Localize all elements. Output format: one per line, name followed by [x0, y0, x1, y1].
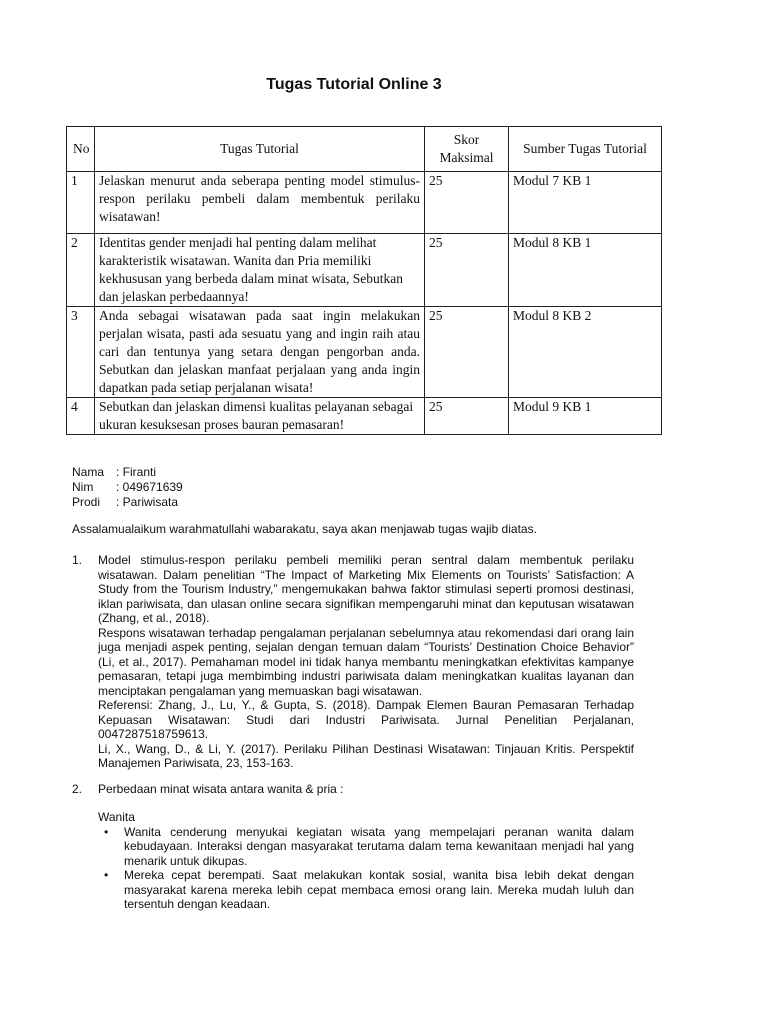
answer-number: 2.	[72, 781, 83, 796]
answers-section	[72, 553, 634, 923]
row-source: Modul 7 KB 1	[509, 172, 662, 234]
task-table	[66, 126, 662, 435]
answer-number: 1.	[72, 553, 83, 567]
bullet-icon: •	[104, 868, 109, 882]
answer-body	[98, 782, 634, 912]
row-score: 25	[425, 307, 509, 398]
header-no: No	[67, 127, 95, 172]
header-task: Tugas Tutorial	[95, 127, 425, 172]
document-title: Tugas Tutorial Online 3	[266, 76, 442, 93]
bullet-text: Mereka cepat berempati. Saat melakukan kontak sosial, wanita bisa lebih dekat dengan masyarakat karena mereka lebih cepat membaca emosi orang lain. Mereka mudah luluh dan tersentuh dengan keadaan.	[124, 868, 634, 911]
table-row	[67, 398, 662, 435]
bullet-text: Wanita cenderung menyukai kegiatan wisata yang mempelajari peranan wanita dalam kebudayaan. Interaksi dengan masyarakat terutama dalam tema kewanitaan menjadi hal yang menarik untuk dikupas.	[124, 824, 634, 868]
bullet-icon: •	[104, 824, 109, 839]
row-no: 1	[67, 172, 95, 234]
row-no: 4	[67, 398, 95, 435]
answer-paragraph: Respons wisatawan terhadap pengalaman perjalanan sebelumnya atau rekomendasi dari orang lain juga menjadi aspek penting, sejalan dengan temuan dalam “Tourists’ Destination Choice Behavior” (Li, et al., 2017). Pemahaman model ini tidak hanya membantu meningkatkan efektivitas kampanye pemasaran, tetapi juga membimbing industri pariwisata dalam meningkatkan kualitas layanan dan menciptakan pengalaman yang memuaskan bagi wisatawan.	[98, 625, 634, 698]
list-item	[98, 868, 634, 912]
answer-1	[72, 553, 634, 771]
name-value: : Firanti	[116, 465, 157, 479]
header-score: Skor Maksimal	[425, 127, 509, 172]
nim-value: : 049671639	[116, 480, 183, 494]
student-identity	[72, 465, 183, 510]
row-task: Anda sebagai wisatawan pada saat ingin melakukan perjalan wisata, pasti ada sesuatu yang and ingin raih atau cari dan tentunya yang setara dengan pengorban anda. Sebutkan dan jelaskan manfaat perjalaan yang anda ingin dapatkan pada setiap perjalanan wisata!	[95, 307, 425, 398]
row-source: Modul 9 KB 1	[509, 398, 662, 435]
table-row	[67, 307, 662, 398]
row-score: 25	[425, 172, 509, 234]
reference-paragraph: Li, X., Wang, D., & Li, Y. (2017). Perilaku Pilihan Destinasi Wisatawan: Tinjauan Kritis. Perspektif Manajemen Pariwisata, 23, 153-163.	[98, 741, 634, 770]
answer-2	[72, 782, 634, 912]
list-item	[98, 825, 634, 869]
prodi-label: Prodi	[72, 495, 101, 509]
table-row	[67, 172, 662, 234]
row-no: 2	[67, 234, 95, 307]
row-score: 25	[425, 398, 509, 435]
nim-label: Nim	[72, 480, 94, 494]
identity-name-row	[72, 465, 183, 480]
answer-intro: Perbedaan minat wisata antara wanita & pria :	[98, 781, 344, 796]
table-header-row	[67, 127, 662, 172]
row-task: Identitas gender menjadi hal penting dalam melihat karakteristik wisatawan. Wanita dan Pria memiliki kekhususan yang berbeda dalam minat wisata, Sebutkan dan jelaskan perbedaannya!	[95, 234, 425, 307]
table-row	[67, 234, 662, 307]
greeting-text: Assalamualaikum warahmatullahi wabarakatu, saya akan menjawab tugas wajib diatas.	[72, 522, 537, 536]
prodi-value: : Pariwisata	[116, 495, 179, 509]
row-source: Modul 8 KB 1	[509, 234, 662, 307]
row-task: Jelaskan menurut anda seberapa penting model stimulus-respon perilaku pembeli dalam membentuk perilaku wisatawan!	[95, 172, 425, 234]
row-task: Sebutkan dan jelaskan dimensi kualitas pelayanan sebagai ukuran kesuksesan proses bauran pemasaran!	[95, 398, 425, 435]
header-source: Sumber Tugas Tutorial	[509, 127, 662, 172]
answer-paragraph: Model stimulus-respon perilaku pembeli memiliki peran sentral dalam membentuk perilaku wisatawan. Dalam penelitian “The Impact of Marketing Mix Elements on Tourists’ Satisfaction: A Study from the Tourism Industry,” mengemukakan bahwa faktor stimulasi seperti promosi destinasi, iklan pariwisata, dan ulasan online secara signifikan mempengaruhi minat dan keputusan wisatawan (Zhang, et al., 2018).	[98, 553, 634, 625]
bullet-list	[98, 825, 634, 912]
row-no: 3	[67, 307, 95, 398]
row-source: Modul 8 KB 2	[509, 307, 662, 398]
identity-prodi-row	[72, 495, 183, 510]
answer-subheading: Wanita	[98, 810, 135, 824]
identity-nim-row	[72, 480, 183, 495]
reference-paragraph: Referensi: Zhang, J., Lu, Y., & Gupta, S. (2018). Dampak Elemen Bauran Pemasaran Terhadap Kepuasan Wisatawan: Studi dari Industri Pariwisata. Jurnal Penelitian Perjalanan, 0047287518759613.	[98, 698, 634, 741]
answer-body	[98, 553, 634, 771]
name-label: Nama	[72, 465, 105, 479]
row-score: 25	[425, 234, 509, 307]
